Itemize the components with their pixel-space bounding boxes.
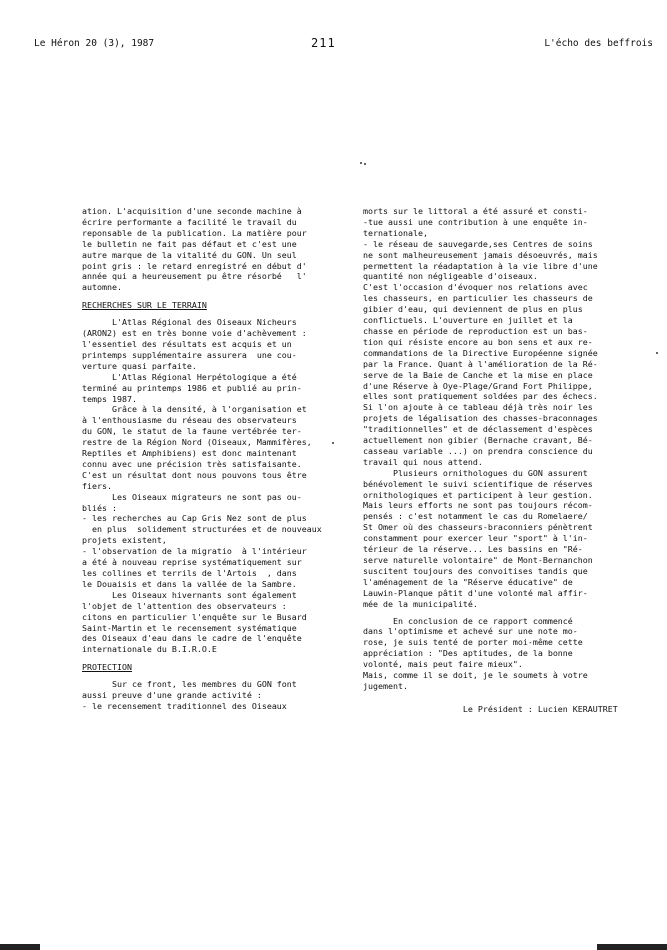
text-line: - le recensement traditionnel des Oiseaux	[82, 700, 287, 711]
section-title: L'écho des beffrois	[544, 38, 653, 49]
text-line: C'est l'occasion d'évoquer nos relations avec	[363, 282, 588, 293]
text-line: les chasseurs, en particulier les chasseurs de	[363, 293, 593, 304]
text-line: ornithologiques et participent à leur gestion.	[363, 489, 593, 500]
protection-section	[82, 679, 346, 712]
scan-edge-mark	[597, 944, 667, 950]
text-line: volonté, mais peut faire mieux".	[363, 659, 523, 670]
text-line: bliés :	[82, 502, 117, 513]
text-line: l'aménagement de la "Réserve éducative" de	[363, 576, 573, 587]
page-header	[0, 38, 667, 52]
text-line: fiers.	[82, 480, 112, 491]
terrain-heading: RECHERCHES SUR LE TERRAIN	[82, 300, 207, 311]
text-line: le Douaisis et dans la vallée de la Sambre.	[82, 578, 297, 589]
text-line: citons en particulier l'enquête sur le Busard	[82, 611, 307, 622]
scan-edge-mark	[0, 944, 40, 950]
text-line: - l'observation de la migratio à l'intérieur	[82, 546, 307, 557]
text-line: terminé au printemps 1986 et publié au prin-	[82, 382, 302, 393]
text-line: année qui a heureusement pu être résorbé l'	[82, 271, 307, 282]
text-line: permettent la réadaptation à la vie libre d'une	[363, 260, 598, 271]
text-line: chasse en période de reproduction est un bas-	[363, 325, 588, 336]
scan-speck	[332, 442, 334, 444]
text-line: "traditionnelles" et de déclassement d'espèces	[363, 424, 593, 435]
text-line: L'Atlas Régional Herpétologique a été	[82, 371, 297, 382]
scan-speck	[360, 162, 362, 164]
text-line: Mais leurs efforts ne sont pas toujours récom-	[363, 500, 593, 511]
text-line: serve de la Baie de Canche et la mise en place	[363, 369, 593, 380]
text-line: casseau variable ...) on prendra conscience du	[363, 445, 593, 456]
text-line: projets de légalisation des chasses-braconnages	[363, 413, 598, 424]
text-line: L'Atlas Régional des Oiseaux Nicheurs	[82, 317, 297, 328]
text-line: elles sont pratiquement soldées par des échecs.	[363, 391, 598, 402]
text-line: Saint-Martin et le recensement systématique	[82, 622, 297, 633]
intro-paragraph	[82, 206, 346, 293]
text-line: St Omer où des chasseurs-braconniers pénètrent	[363, 522, 593, 533]
text-line: écrire performante a facilité le travail du	[82, 216, 297, 227]
text-line: Grâce à la densité, à l'organisation et	[82, 404, 307, 415]
conclusion-paragraph	[363, 616, 647, 692]
text-line: des Oiseaux d'eau dans le cadre de l'enquête	[82, 633, 302, 644]
text-line: restre de la Région Nord (Oiseaux, Mammifères,	[82, 437, 312, 448]
text-line: tion qui résiste encore au bon sens et aux re-	[363, 336, 593, 347]
text-line: travail qui nous attend.	[363, 456, 483, 467]
text-line: dans l'optimisme et achevé sur une note mo-	[363, 626, 578, 637]
text-line: Les Oiseaux hivernants sont également	[82, 589, 297, 600]
text-line: point gris : le retard enregistré en début d'	[82, 260, 307, 271]
text-line: connu avec une précision très satisfaisante.	[82, 458, 302, 469]
text-line: térieur de la réserve... Les bassins en "Ré-	[363, 544, 583, 555]
text-line: - les recherches au Cap Gris Nez sont de plus	[82, 513, 307, 524]
text-line: En conclusion de ce rapport commencé	[363, 615, 573, 626]
text-line: Sur ce front, les membres du GON font	[82, 679, 297, 690]
text-line: - le réseau de sauvegarde,ses Centres de soins	[363, 238, 593, 249]
text-line: pensés : c'est notamment le cas du Romelaere/	[363, 511, 588, 522]
text-line: l'objet de l'attention des observateurs :	[82, 600, 287, 611]
journal-reference: Le Héron 20 (3), 1987	[34, 38, 155, 49]
terrain-section	[82, 317, 346, 655]
page-number: 211	[311, 36, 336, 50]
text-line: suscitent toujours des convoitises tandis que	[363, 565, 588, 576]
text-line: commandations de la Directive Européenne signée	[363, 347, 598, 358]
right-column	[363, 206, 647, 715]
text-line: mée de la municipalité.	[363, 598, 478, 609]
text-line: ne sont malheureusement jamais désoeuvrés, mais	[363, 249, 598, 260]
text-line: du GON, le statut de la faune vertébrée ter-	[82, 426, 302, 437]
text-line: reponsable de la publication. La matière pour	[82, 227, 307, 238]
protection-continued	[363, 206, 647, 610]
signature: Le Président : Lucien KERAUTRET	[363, 703, 618, 714]
text-line: appréciation : "Des aptitudes, de la bonne	[363, 648, 573, 659]
text-line: temps 1987.	[82, 393, 137, 404]
text-line: par la France. Quant à l'amélioration de la Ré-	[363, 358, 598, 369]
text-line: printemps supplémentaire assurera une cou-	[82, 349, 297, 360]
scan-speck	[656, 352, 658, 354]
scan-speck	[364, 163, 366, 165]
text-line: jugement.	[363, 680, 408, 691]
left-column	[82, 206, 346, 712]
text-line: rose, je suis tenté de porter moi-même cette	[363, 637, 583, 648]
text-line: Les Oiseaux migrateurs ne sont pas ou-	[82, 491, 302, 502]
text-line: C'est un résultat dont nous pouvons tous être	[82, 469, 307, 480]
text-line: l'essentiel des résultats est acquis et un	[82, 338, 292, 349]
text-line: quantité non négligeable d'oiseaux.	[363, 271, 538, 282]
text-line: à l'enthousiasme du réseau des observateurs	[82, 415, 297, 426]
text-line: ation. L'acquisition d'une seconde machine à	[82, 206, 302, 216]
text-line: morts sur le littoral a été assuré et consti-	[363, 206, 588, 216]
text-line: Mais, comme il se doit, je le soumets à votre	[363, 670, 588, 681]
text-line: aussi preuve d'une grande activité :	[82, 690, 262, 701]
text-line: Si l'on ajoute à ce tableau déjà très noir les	[363, 402, 593, 413]
text-line: bénévolement le suivi scientifique de réserves	[363, 478, 593, 489]
protection-heading: PROTECTION	[82, 662, 132, 673]
text-line: -tue aussi une contribution à une enquête in-	[363, 216, 588, 227]
text-line: ternationale,	[363, 227, 428, 238]
text-line: constamment pour exercer leur "sport" à l'in-	[363, 533, 588, 544]
text-line: Reptiles et Amphibiens) est donc maintenant	[82, 448, 297, 459]
text-line: internationale du B.I.R.O.E	[82, 644, 217, 655]
text-line: serve naturelle volontaire" de Mont-Bernanchon	[363, 555, 593, 565]
text-line: a été à nouveau reprise systématiquement sur	[82, 557, 302, 568]
text-line: projets existent,	[82, 535, 167, 546]
text-line: actuellement non gibier (Bernache cravant, Bé-	[363, 435, 593, 446]
text-line: en plus solidement structurées et de nouveaux	[82, 524, 322, 535]
text-line: verture quasi parfaite.	[82, 360, 197, 371]
text-line: le bulletin ne fait pas défaut et c'est une	[82, 238, 297, 249]
text-line: conflictuels. L'ouverture en juillet et la	[363, 315, 573, 326]
text-line: d'une Réserve à Oye-Plage/Grand Fort Philippe,	[363, 380, 593, 391]
text-line: Lauwin-Planque pâtit d'une volonté mal affir-	[363, 587, 588, 598]
text-line: autre marque de la vitalité du GON. Un seul	[82, 249, 297, 260]
text-line: (ARON2) est en très bonne voie d'achèvement :	[82, 328, 307, 339]
text-line: gibier d'eau, qui deviennent de plus en plus	[363, 304, 583, 315]
text-line: les collines et terrils de l'Artois , dans	[82, 568, 297, 578]
text-line: Plusieurs ornithologues du GON assurent	[363, 467, 588, 478]
text-line: automne.	[82, 282, 122, 293]
